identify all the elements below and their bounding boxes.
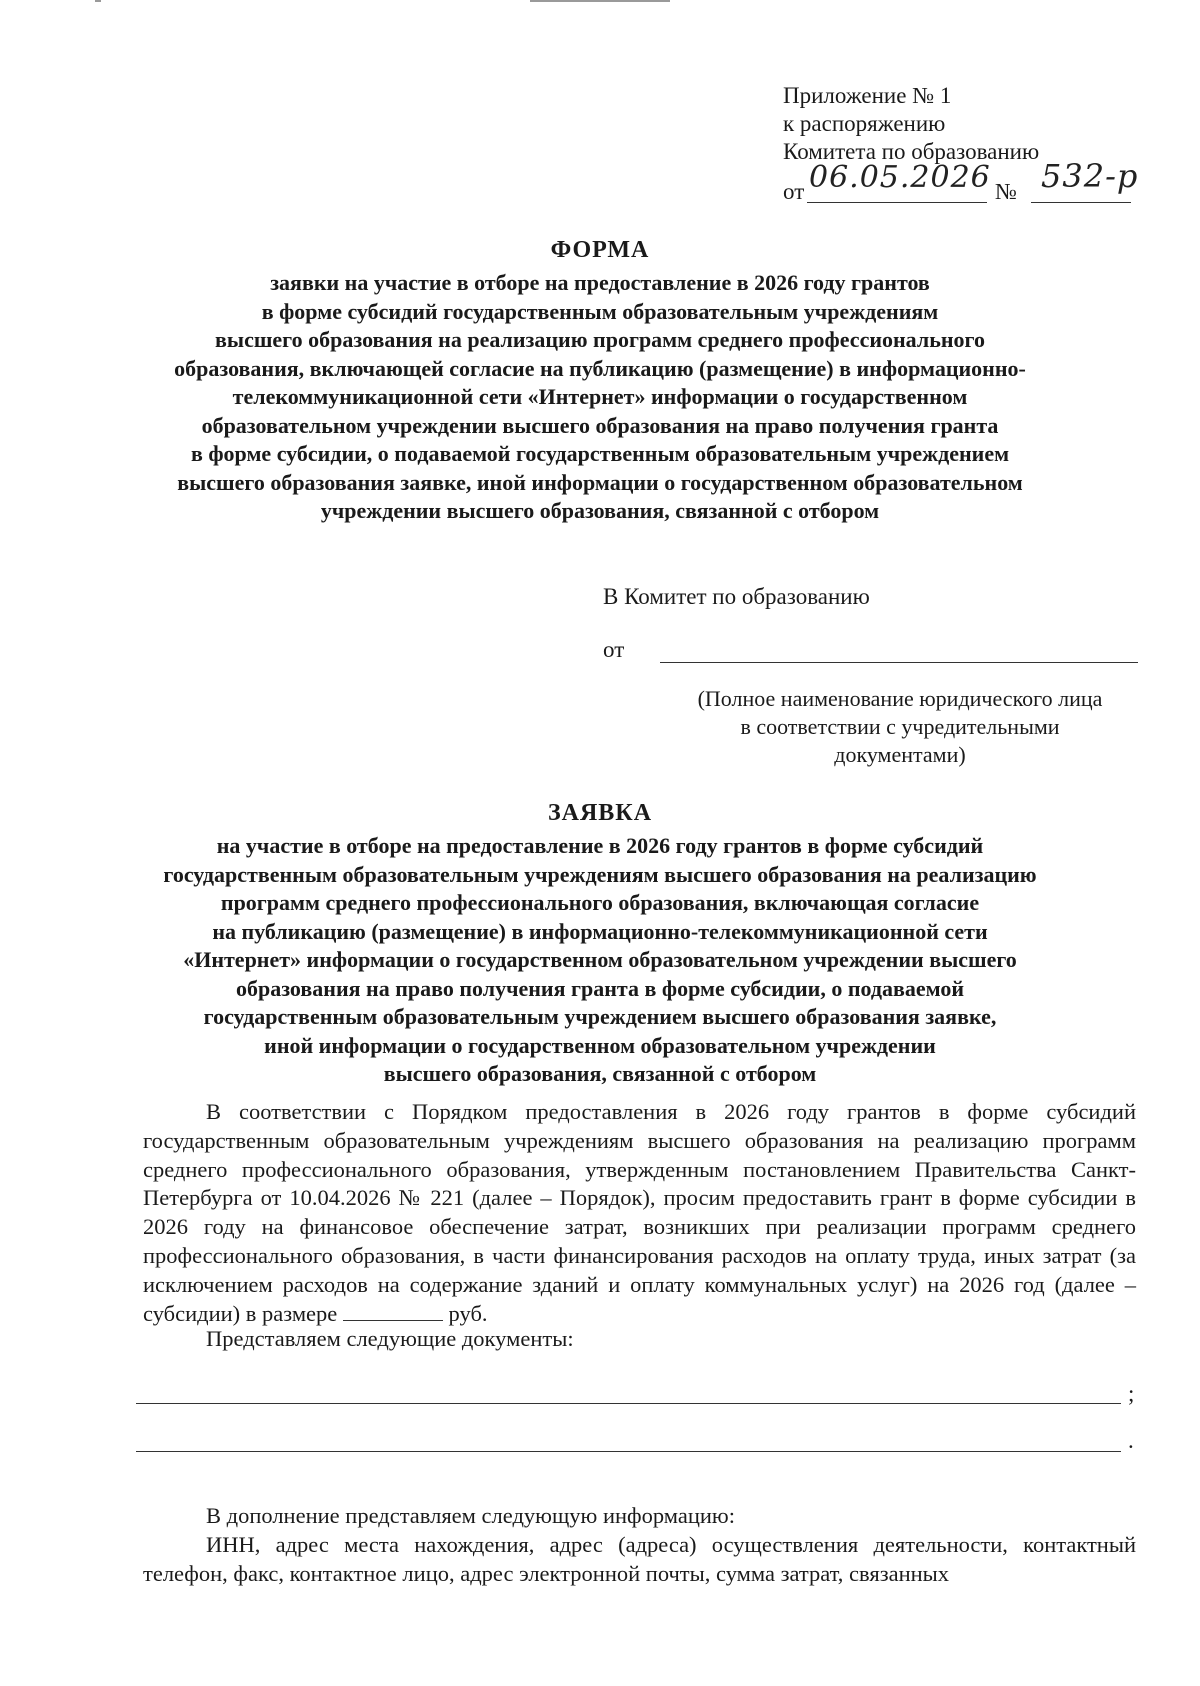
addressee-from-label: от xyxy=(603,637,625,662)
request-paragraph-text: В соответствии с Порядком предоставления в 2026 году грантов в форме субсидий государственным образовательным учреждениям высшего образования на реализацию программ среднего профессионального образования, утвержденным постановлением Правительства Санкт-Петербурга от 10.04.2026 № 221 (далее – Порядок), просим предоставить грант в форме субсидии в 2026 году на финансовое обеспечение затрат, возникших при реализации программ среднего профессионального образования, в части финансирования расходов на оплату труда, иных затрат (за исключением расходов на содержание зданий и оплату коммунальных услуг) на 2026 год (далее – субсидии) в размере xyxy=(143,1099,1136,1326)
form-title-line: высшего образования на реализацию программ среднего профессионального xyxy=(215,327,985,352)
number-prefix: № xyxy=(995,179,1017,204)
application-title-line: образования на право получения гранта в форме субсидии, о подаваемой xyxy=(235,975,965,1001)
form-title-line: учреждении высшего образования, связанной с отбором xyxy=(320,498,880,523)
appendix-number: Приложение № 1 xyxy=(783,83,952,108)
number-underline xyxy=(1031,202,1131,203)
form-title-line: образования, включающей согласие на публикацию (размещение) в информационно- xyxy=(174,355,1026,381)
applicant-name-caption xyxy=(660,685,1140,769)
appendix-header xyxy=(783,82,1143,206)
application-title-line: государственным образовательным учреждениям высшего образования на реализацию xyxy=(163,861,1037,887)
appendix-date-number-row xyxy=(783,157,1143,206)
date-prefix: от xyxy=(783,179,805,204)
form-title-line: в форме субсидий государственным образовательным учреждениям xyxy=(261,298,939,324)
form-title-line: в форме субсидии, о подаваемой государственным образовательным учреждением xyxy=(190,441,1010,466)
application-title-body xyxy=(0,832,1200,1089)
date-underline xyxy=(807,202,987,203)
caption-line: (Полное наименование юридического лица xyxy=(697,686,1103,711)
request-paragraph xyxy=(143,1098,1136,1328)
scan-edge-mark xyxy=(95,0,101,2)
addressee-to: В Комитет по образованию xyxy=(603,584,870,609)
form-title-body xyxy=(0,269,1200,526)
caption-line: документами) xyxy=(834,742,966,767)
form-title-line: телекоммуникационной сети «Интернет» информации о государственном xyxy=(232,384,968,409)
documents-line-semicolon: ; xyxy=(1128,1381,1135,1406)
form-title-head: ФОРМА xyxy=(550,237,650,263)
form-title-line: образовательном учреждении высшего образования на право получения гранта xyxy=(201,412,999,438)
applicant-name-field[interactable] xyxy=(660,662,1138,663)
documents-list-line[interactable] xyxy=(136,1451,1121,1452)
handwritten-number: 532-р xyxy=(1041,157,1139,195)
application-title-head: ЗАЯВКА xyxy=(547,800,653,826)
subsidy-amount-field[interactable] xyxy=(343,1302,443,1321)
application-title-line: на публикацию (размещение) в информационно-телекоммуникационной сети xyxy=(212,918,988,944)
additional-info-intro: В дополнение представляем следующую информацию: xyxy=(206,1503,735,1528)
caption-line: в соответствии с учредительными xyxy=(740,714,1060,739)
subsidy-amount-unit: руб. xyxy=(448,1300,488,1326)
application-title xyxy=(0,798,1200,1089)
application-title-line: «Интернет» информации о государственном образовательном учреждении высшего xyxy=(183,947,1017,972)
appendix-committee: Комитета по образованию xyxy=(783,139,1040,164)
form-title xyxy=(0,235,1200,526)
application-title-line: высшего образования, связанной с отбором xyxy=(383,1061,817,1086)
application-title-line: программ среднего профессионального образования, включающая согласие xyxy=(220,890,980,915)
application-title-line: на участие в отборе на предоставление в 2026 году грантов в форме субсидий xyxy=(216,833,984,858)
documents-line-period: . xyxy=(1128,1428,1134,1453)
scan-edge-mark xyxy=(530,0,670,2)
application-title-line: государственным образовательным учреждением высшего образования заявке, xyxy=(203,1004,997,1029)
documents-list-line[interactable] xyxy=(136,1403,1121,1404)
additional-info-text: ИНН, адрес места нахождения, адрес (адреса) осуществления деятельности, контактный телефон, факс, контактное лицо, адрес электронной почты, сумма затрат, связанных xyxy=(143,1532,1136,1586)
application-title-line: иной информации о государственном образовательном учреждении xyxy=(264,1032,936,1058)
form-title-line: заявки на участие в отборе на предоставление в 2026 году грантов xyxy=(270,270,930,295)
documents-intro: Представляем следующие документы: xyxy=(206,1326,574,1351)
form-title-line: высшего образования заявке, иной информации о государственном образовательном xyxy=(177,469,1023,495)
appendix-order-ref: к распоряжению xyxy=(783,111,946,136)
handwritten-date: 06.05.2026 xyxy=(809,160,991,195)
